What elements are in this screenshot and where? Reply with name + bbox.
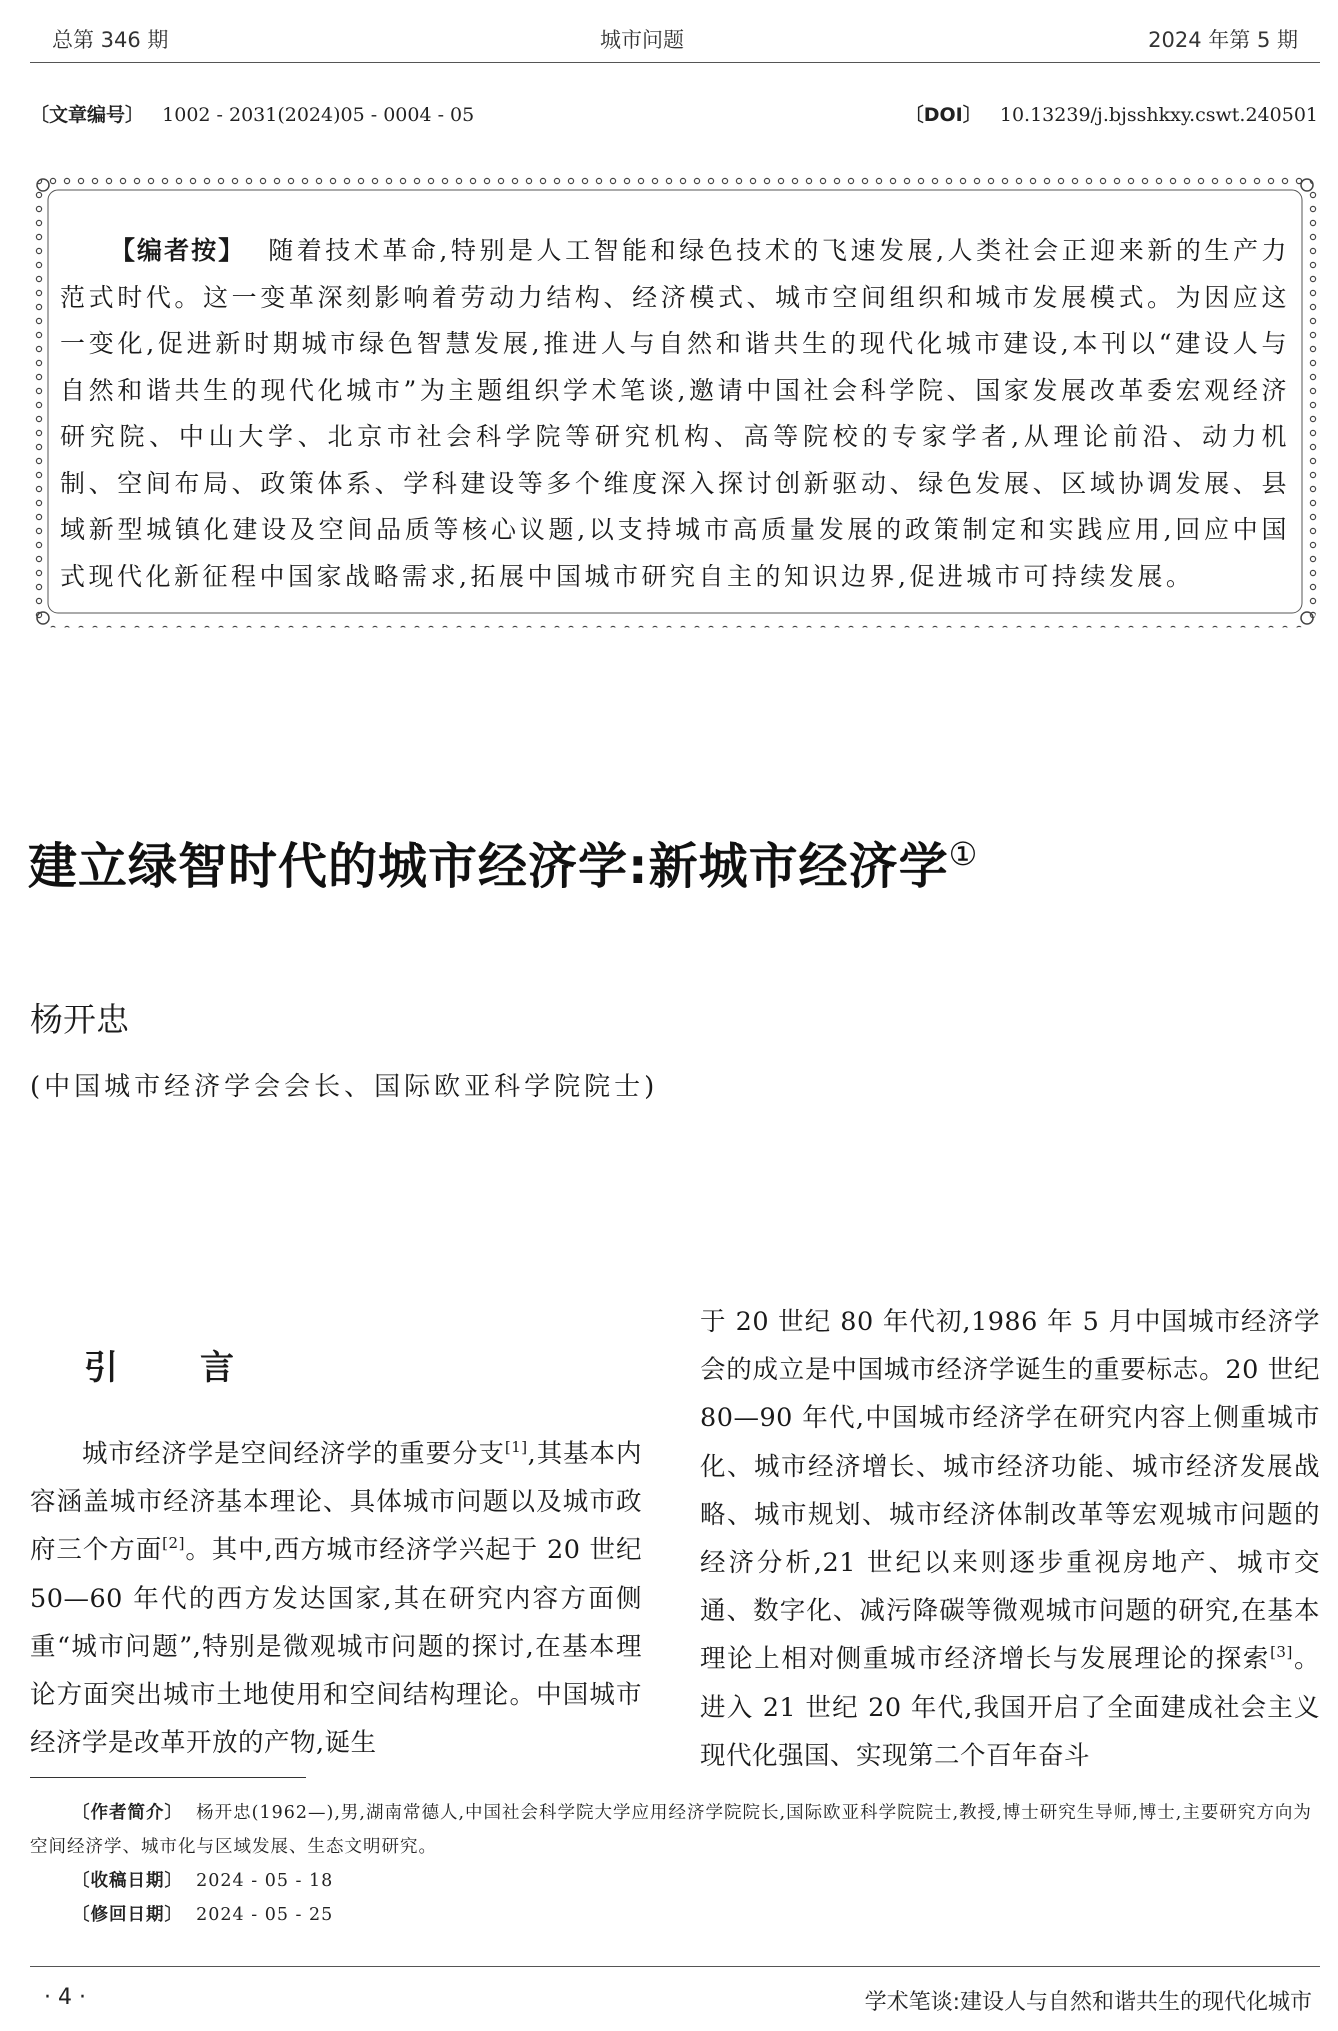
editor-note-text: 随着技术革命,特别是人工智能和绿色技术的飞速发展,人类社会正迎来新的生产力范式时代。这一变革深刻影响着劳动力结构、经济模式、城市空间组织和城市发展模式。为因应这一变化,促进新时期城市绿色智慧发展,推进人与自然和谐共生的现代化城市建设,本刊以“建设人与自然和谐共生的现代化城市”为主题组织学术笔谈,邀请中国社会科学院、国家发展改革委宏观经济研究院、中山大学、北京市社会科学院等研究机构、高等院校的专家学者,从理论前沿、动力机制、空间布局、政策体系、学科建设等多个维度深入探讨创新驱动、绿色发展、区域协调发展、县域新型城镇化建设及空间品质等核心议题,以支持城市高质量发展的政策制定和实践应用,回应中国式现代化新征程中国家战略需求,拓展中国城市研究自主的知识边界,促进城市可持续发展。 <box>60 236 1290 591</box>
journal-name: 城市问题 <box>600 28 684 52</box>
article-title <box>28 828 978 898</box>
author-affiliation: (中国城市经济学会会长、国际欧亚科学院院士) <box>30 1072 659 1102</box>
journal-issue: 2024 年第 5 期 <box>1148 28 1298 52</box>
author-name: 杨开忠 <box>30 1000 129 1039</box>
article-number <box>30 100 474 127</box>
page-number: · 4 · <box>44 1985 86 2010</box>
doi-label: 〔DOI〕 <box>904 104 982 126</box>
body-text: 。其中,西方城市经济学兴起于 20 世纪 50—60 年代的西方发达国家,其在研究内容方面侧重“城市问题”,特别是微观城市问题的探讨,在基本理论方面突出城市土地使用和空间结构理论。中国城市经济学是改革开放的产物,诞生 <box>30 1535 642 1759</box>
received-label: 〔收稿日期〕 <box>72 1871 183 1891</box>
section-heading: 引 言 <box>84 1348 258 1388</box>
body-text: 。进入 21 世纪 20 年代,我国开启了全面建成社会主义现代化强国、实现第二个百年奋斗 <box>700 1644 1320 1771</box>
received-value: 2024 - 05 - 18 <box>196 1871 334 1891</box>
author-intro-footnote <box>30 1796 1320 1864</box>
author-intro-label: 〔作者简介〕 <box>72 1803 183 1823</box>
citation-ref: [2] <box>162 1534 185 1553</box>
body-column-right <box>700 1298 1320 1780</box>
footer-rule <box>30 1966 1320 1967</box>
footnote-rule <box>30 1777 306 1778</box>
body-text: 城市经济学是空间经济学的重要分支 <box>82 1439 505 1469</box>
citation-ref: [3] <box>1270 1643 1293 1662</box>
header-rule <box>30 62 1320 63</box>
title-footnote-mark: ① <box>948 835 979 873</box>
body-text: 于 20 世纪 80 年代初,1986 年 5 月中国城市经济学会的成立是中国城市经济学诞生的重要标志。20 世纪 80—90 年代,中国城市经济学在研究内容上侧重城市化、城市经济增长、城市经济功能、城市经济发展战略、城市规划、城市经济体制改革等宏观城市问题的经济分析,21 世纪以来则逐步重视房地产、城市交通、数字化、减污降碳等微观城市问题的研究,在基本理论上相对侧重城市经济增长与发展理论的探索 <box>700 1307 1320 1675</box>
received-date <box>72 1864 333 1898</box>
journal-issue-total: 总第 346 期 <box>52 28 169 52</box>
revised-value: 2024 - 05 - 25 <box>196 1905 334 1925</box>
body-text: ,其基本内容涵盖城市经济基本理论、具体城市问题以及城市政府三个方面 <box>30 1439 642 1566</box>
revised-date <box>72 1898 333 1932</box>
doi <box>905 100 1318 127</box>
article-number-value: 1002 - 2031(2024)05 - 0004 - 05 <box>162 104 475 126</box>
author-intro-text: 杨开忠(1962—),男,湖南常德人,中国社会科学院大学应用经济学院院长,国际欧亚科学院院士,教授,博士研究生导师,博士,主要研究方向为空间经济学、城市化与区域发展、生态文明研究。 <box>30 1803 1312 1857</box>
editor-note-label: 【编者按】 <box>110 236 246 265</box>
citation-ref: [1] <box>504 1438 528 1456</box>
article-number-label: 〔文章编号〕 <box>30 104 145 126</box>
section-title-footer: 学术笔谈:建设人与自然和谐共生的现代化城市 <box>864 1990 1312 2015</box>
body-column-left <box>30 1430 642 1767</box>
doi-value: 10.13239/j.bjsshkxy.cswt.240501 <box>999 104 1318 126</box>
revised-label: 〔修回日期〕 <box>72 1905 183 1925</box>
editor-note <box>60 228 1290 600</box>
article-title-text: 建立绿智时代的城市经济学:新城市经济学 <box>28 838 949 895</box>
